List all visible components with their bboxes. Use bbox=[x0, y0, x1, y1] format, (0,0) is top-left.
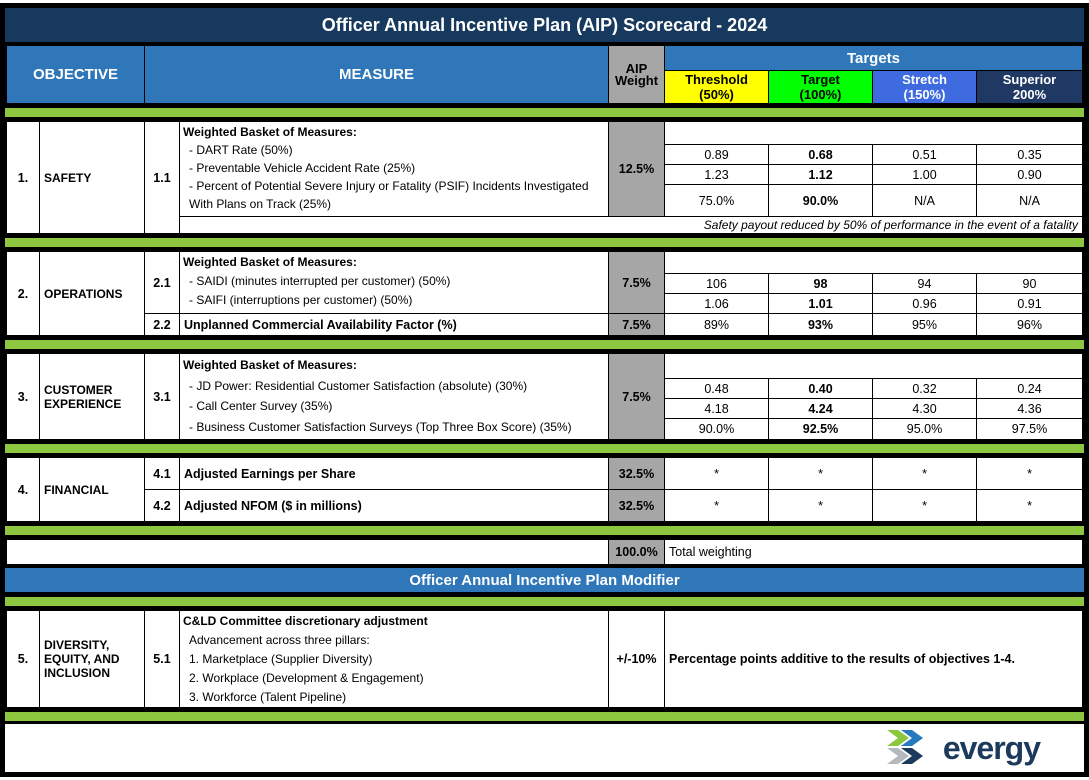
value-cell: 0.91 bbox=[977, 294, 1082, 313]
objective-name: DIVERSITY, EQUITY, AND INCLUSION bbox=[40, 611, 144, 707]
value-cell: 0.51 bbox=[873, 145, 976, 164]
measure-number: 2.1 bbox=[145, 252, 179, 313]
value-cell: 0.68 bbox=[769, 145, 872, 164]
measure-number: 1.1 bbox=[145, 122, 179, 233]
total-weighting-row bbox=[5, 538, 1084, 566]
modifier-weight-value: +/-10% bbox=[609, 611, 664, 707]
value-cell: * bbox=[665, 490, 768, 521]
empty-values-cell bbox=[665, 252, 1082, 273]
threshold-header bbox=[665, 71, 768, 103]
value-cell: 96% bbox=[977, 314, 1082, 335]
separator-bar bbox=[5, 594, 1084, 609]
evergy-logo bbox=[887, 730, 1040, 766]
value-cell: 4.18 bbox=[665, 399, 768, 418]
stretch-header bbox=[873, 71, 976, 103]
targets-header: Targets bbox=[665, 46, 1082, 70]
value-cell: 1.06 bbox=[665, 294, 768, 313]
value-cell: 1.01 bbox=[769, 294, 872, 313]
section-operations bbox=[5, 250, 1084, 337]
value-cell: * bbox=[665, 458, 768, 489]
value-cell: 93% bbox=[769, 314, 872, 335]
separator-bar bbox=[5, 441, 1084, 456]
measure-number: 2.2 bbox=[145, 314, 179, 335]
value-cell: 106 bbox=[665, 274, 768, 293]
measure-text: Unplanned Commercial Availability Factor (%) bbox=[180, 314, 608, 335]
evergy-chevron-icon bbox=[887, 730, 937, 766]
modifier-bar-title: Officer Annual Incentive Plan Modifier bbox=[5, 566, 1084, 594]
measure-line: 3. Workforce (Talent Pipeline) bbox=[189, 690, 347, 704]
aip-weight-value: 32.5% bbox=[609, 458, 664, 489]
measure-number: 3.1 bbox=[145, 354, 179, 439]
measure-bullet: - JD Power: Residential Customer Satisfaction (absolute) (30%) bbox=[189, 378, 528, 393]
superior-pct: 200% bbox=[1012, 87, 1047, 102]
value-cell: 97.5% bbox=[977, 419, 1082, 439]
value-cell: 0.90 bbox=[977, 165, 1082, 184]
aip-weight-value: 32.5% bbox=[609, 490, 664, 521]
section-dei bbox=[5, 609, 1084, 709]
value-cell: 89% bbox=[665, 314, 768, 335]
target-pct: (100%) bbox=[799, 87, 842, 102]
aip-weight-line1: AIP bbox=[625, 60, 648, 76]
footer bbox=[5, 724, 1084, 772]
scorecard-document bbox=[0, 3, 1089, 777]
aip-weight-line2: Weight bbox=[614, 72, 659, 88]
safety-note: Safety payout reduced by 50% of performance in the event of a fatality bbox=[180, 217, 1082, 233]
measure-bullet: - SAIFI (interruptions per customer) (50%) bbox=[189, 293, 413, 307]
objective-number: 4. bbox=[7, 458, 39, 521]
value-cell: 1.00 bbox=[873, 165, 976, 184]
value-cell: N/A bbox=[873, 185, 976, 216]
measure-line: 1. Marketplace (Supplier Diversity) bbox=[189, 652, 373, 666]
aip-weight-value: 7.5% bbox=[609, 354, 664, 439]
measure-heading: Weighted Basket of Measures: bbox=[183, 125, 357, 139]
value-cell: N/A bbox=[977, 185, 1082, 216]
threshold-pct: (50%) bbox=[699, 87, 734, 102]
value-cell: * bbox=[977, 458, 1082, 489]
section-safety bbox=[5, 120, 1084, 235]
value-cell: * bbox=[769, 490, 872, 521]
objective-name: CUSTOMER EXPERIENCE bbox=[40, 354, 144, 439]
measure-heading: Weighted Basket of Measures: bbox=[183, 255, 357, 269]
measure-heading: C&LD Committee discretionary adjustment bbox=[183, 614, 428, 628]
aip-weight-value: 7.5% bbox=[609, 252, 664, 313]
table-header bbox=[5, 44, 1084, 105]
aip-weight-value: 7.5% bbox=[609, 314, 664, 335]
measure-text: Adjusted Earnings per Share bbox=[180, 458, 608, 489]
section-financial bbox=[5, 456, 1084, 523]
objective-name: FINANCIAL bbox=[40, 458, 144, 521]
objective-number: 3. bbox=[7, 354, 39, 439]
separator-bar bbox=[5, 105, 1084, 120]
empty-cell bbox=[7, 540, 608, 564]
value-cell: 0.89 bbox=[665, 145, 768, 164]
measure-line: 2. Workplace (Development & Engagement) bbox=[189, 671, 424, 685]
measure-number: 5.1 bbox=[145, 611, 179, 707]
measure-bullet: - Call Center Survey (35%) bbox=[189, 399, 333, 413]
measure-text bbox=[180, 611, 608, 707]
measure-number: 4.1 bbox=[145, 458, 179, 489]
objective-name: OPERATIONS bbox=[40, 252, 144, 335]
measure-bullet: - Percent of Potential Severe Injury or Fatality (PSIF) Incidents Investigated With Plans on Track (25%) bbox=[189, 179, 589, 211]
total-weight-label: Total weighting bbox=[665, 540, 1082, 564]
separator-bar bbox=[5, 523, 1084, 538]
value-cell: 1.23 bbox=[665, 165, 768, 184]
value-cell: 0.24 bbox=[977, 379, 1082, 398]
separator-bar bbox=[5, 709, 1084, 724]
value-cell: 98 bbox=[769, 274, 872, 293]
value-cell: 4.24 bbox=[769, 399, 872, 418]
measure-text bbox=[180, 122, 608, 216]
measure-text bbox=[180, 354, 608, 439]
aip-weight-value: 12.5% bbox=[609, 122, 664, 216]
value-cell: 92.5% bbox=[769, 419, 872, 439]
measure-heading: Weighted Basket of Measures: bbox=[183, 358, 357, 372]
value-cell: 95% bbox=[873, 314, 976, 335]
target-label: Target bbox=[801, 72, 840, 87]
value-cell: 0.48 bbox=[665, 379, 768, 398]
document-title: Officer Annual Incentive Plan (AIP) Scorecard - 2024 bbox=[5, 8, 1084, 44]
value-cell: 4.36 bbox=[977, 399, 1082, 418]
measure-number: 4.2 bbox=[145, 490, 179, 521]
objective-name: SAFETY bbox=[40, 122, 144, 233]
superior-label: Superior bbox=[1002, 72, 1057, 87]
value-cell: 1.12 bbox=[769, 165, 872, 184]
superior-header bbox=[977, 71, 1082, 103]
objective-number: 2. bbox=[7, 252, 39, 335]
target-header bbox=[769, 71, 872, 103]
measure-bullet: - Preventable Vehicle Accident Rate (25%) bbox=[189, 161, 416, 175]
measure-text bbox=[180, 252, 608, 313]
value-cell: * bbox=[873, 458, 976, 489]
value-cell: 75.0% bbox=[665, 185, 768, 216]
value-cell: * bbox=[873, 490, 976, 521]
threshold-label: Threshold bbox=[685, 72, 748, 87]
value-cell: * bbox=[769, 458, 872, 489]
empty-values-cell bbox=[665, 354, 1082, 378]
objective-number: 1. bbox=[7, 122, 39, 233]
value-cell: * bbox=[977, 490, 1082, 521]
value-cell: 90.0% bbox=[665, 419, 768, 439]
value-cell: 0.32 bbox=[873, 379, 976, 398]
stretch-pct: (150%) bbox=[903, 87, 946, 102]
measure-column-header: MEASURE bbox=[145, 46, 608, 103]
value-cell: 4.30 bbox=[873, 399, 976, 418]
stretch-label: Stretch bbox=[902, 72, 947, 87]
value-cell: 95.0% bbox=[873, 419, 976, 439]
separator-bar bbox=[5, 337, 1084, 352]
measure-bullet: - Business Customer Satisfaction Surveys (Top Three Box Score) (35%) bbox=[189, 419, 572, 434]
measure-line: Advancement across three pillars: bbox=[189, 633, 370, 647]
section-customer-experience bbox=[5, 352, 1084, 441]
value-cell: 0.96 bbox=[873, 294, 976, 313]
aip-weight-column-header bbox=[609, 46, 664, 103]
value-cell: 90 bbox=[977, 274, 1082, 293]
objective-number: 5. bbox=[7, 611, 39, 707]
objective-column-header: OBJECTIVE bbox=[7, 46, 144, 103]
value-cell: 0.35 bbox=[977, 145, 1082, 164]
value-cell: 94 bbox=[873, 274, 976, 293]
brand-wordmark: evergy bbox=[942, 730, 1040, 766]
value-cell: 0.40 bbox=[769, 379, 872, 398]
value-cell: 90.0% bbox=[769, 185, 872, 216]
measure-bullet: - SAIDI (minutes interrupted per customer) (50%) bbox=[189, 274, 451, 288]
measure-bullet: - DART Rate (50%) bbox=[189, 143, 293, 157]
total-weight-value: 100.0% bbox=[609, 540, 664, 564]
modifier-description: Percentage points additive to the results of objectives 1-4. bbox=[665, 611, 1082, 707]
separator-bar bbox=[5, 235, 1084, 250]
measure-text: Adjusted NFOM ($ in millions) bbox=[180, 490, 608, 521]
empty-values-cell bbox=[665, 122, 1082, 144]
